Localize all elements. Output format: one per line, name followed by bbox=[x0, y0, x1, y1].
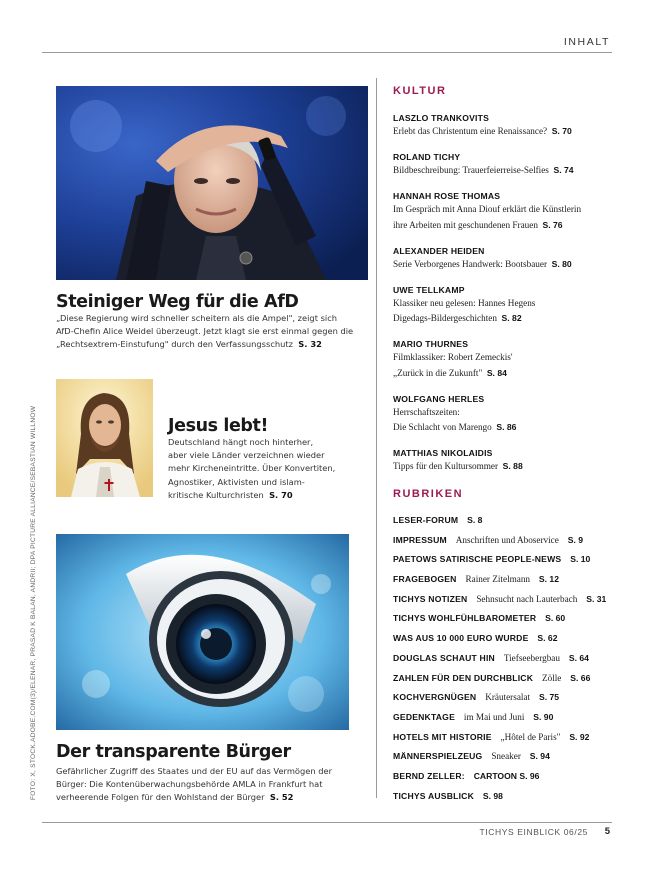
kultur-description-line: Serie Verborgenes Handwerk: Bootsbauer S. 80 bbox=[393, 258, 572, 269]
afd-teaser-line: „Diese Regierung wird schneller scheitern als die Ampel", zeigt sich bbox=[56, 313, 338, 323]
rubriken-page-ref[interactable]: S. 98 bbox=[482, 790, 503, 801]
rubriken-subtitle: Zölle bbox=[542, 672, 562, 683]
jesus-teaser-line: Agnostiker, Aktivisten und islam- bbox=[168, 476, 305, 487]
rubriken-page-ref[interactable]: S. 31 bbox=[586, 593, 607, 604]
kultur-description bbox=[393, 350, 633, 381]
kultur-description-line: „Zurück in die Zukunft" S. 84 bbox=[393, 367, 507, 378]
kultur-description bbox=[393, 405, 633, 436]
rubriken-title: LESER-FORUM bbox=[393, 515, 459, 525]
camera-headline[interactable]: Der transparente Bürger bbox=[56, 742, 291, 762]
rubriken-title: HOTELS MIT HISTORIE bbox=[393, 731, 492, 742]
camera-teaser-line: verheerende Folgen für den Wohlstand der Bürger S. 52 bbox=[56, 792, 294, 803]
page-number: 5 bbox=[604, 826, 610, 837]
kultur-page-ref[interactable]: S. 76 bbox=[542, 219, 563, 230]
kultur-description-line: Bildbeschreibung: Trauerfeierreise-Selfies S. 74 bbox=[393, 165, 574, 175]
kultur-author: ROLAND TICHY bbox=[393, 152, 461, 162]
rubriken-subtitle: Sehnsucht nach Lauterbach bbox=[476, 593, 578, 604]
kultur-author: HANNAH ROSE THOMAS bbox=[393, 191, 501, 201]
rubriken-page-ref[interactable]: S. 64 bbox=[568, 652, 589, 663]
afd-teaser bbox=[56, 312, 368, 352]
rubriken-page-ref[interactable]: S. 92 bbox=[569, 731, 590, 742]
rubriken-item[interactable] bbox=[393, 689, 638, 709]
rubriken-subtitle: im Mai und Juni bbox=[463, 711, 525, 722]
kultur-page-ref[interactable]: S. 70 bbox=[551, 126, 572, 136]
kultur-description bbox=[393, 296, 633, 327]
kultur-entry[interactable] bbox=[393, 393, 633, 436]
rubriken-title: FRAGEBOGEN bbox=[393, 574, 457, 585]
rubriken-item[interactable] bbox=[393, 630, 638, 650]
jesus-teaser-line: kritische Kulturchristen S. 70 bbox=[168, 489, 293, 500]
rubriken-list bbox=[393, 512, 638, 807]
rubriken-item[interactable] bbox=[393, 709, 638, 729]
jesus-teaser-line: Deutschland hängt noch hinterher, bbox=[168, 437, 314, 447]
camera-teaser bbox=[56, 765, 356, 805]
jesus-illustration[interactable] bbox=[56, 379, 153, 497]
rubriken-item[interactable] bbox=[393, 610, 638, 630]
rubriken-item[interactable] bbox=[393, 571, 638, 591]
rubriken-title: IMPRESSUM bbox=[393, 534, 447, 545]
kultur-entry[interactable] bbox=[393, 245, 633, 273]
rubriken-title: BERND ZELLER: bbox=[393, 770, 465, 781]
rubriken-page-ref[interactable]: S. 66 bbox=[570, 672, 591, 683]
kultur-list bbox=[393, 112, 633, 486]
kultur-page-ref[interactable]: S. 80 bbox=[551, 258, 572, 269]
afd-page-ref[interactable]: S. 32 bbox=[298, 339, 322, 350]
rubriken-item[interactable] bbox=[393, 768, 638, 788]
jesus-headline[interactable]: Jesus lebt! bbox=[168, 416, 269, 436]
rubriken-item[interactable] bbox=[393, 729, 638, 749]
rubriken-page-ref[interactable]: S. 12 bbox=[538, 574, 559, 585]
kultur-description bbox=[393, 124, 633, 140]
kultur-author: WOLFGANG HERLES bbox=[393, 393, 485, 404]
afd-photo[interactable] bbox=[56, 86, 368, 280]
kultur-description-line: Die Schlacht von Marengo S. 86 bbox=[393, 422, 517, 432]
rubriken-subtitle: Kräutersalat bbox=[485, 692, 531, 703]
rubriken-subtitle: Tiefseebergbau bbox=[503, 652, 560, 663]
rubriken-title: ZAHLEN FÜR DEN DURCHBLICK bbox=[393, 672, 534, 683]
rubriken-item[interactable] bbox=[393, 788, 638, 808]
kultur-section-title: KULTUR bbox=[393, 85, 447, 97]
kultur-entry[interactable] bbox=[393, 151, 633, 179]
rubriken-item[interactable] bbox=[393, 591, 638, 611]
jesus-page-ref[interactable]: S. 70 bbox=[269, 489, 293, 500]
rubriken-title: PAETOWS SATIRISCHE PEOPLE-NEWS bbox=[393, 554, 562, 565]
rubriken-page-ref[interactable]: S. 9 bbox=[567, 534, 584, 545]
rubriken-title: TICHYS NOTIZEN bbox=[393, 593, 468, 604]
kultur-entry[interactable] bbox=[393, 284, 633, 327]
rubriken-subtitle: Rainer Zitelmann bbox=[465, 574, 531, 585]
rubriken-page-ref[interactable]: S. 90 bbox=[533, 711, 554, 722]
rubriken-item[interactable] bbox=[393, 748, 638, 768]
jesus-teaser bbox=[168, 436, 373, 502]
rubriken-page-ref[interactable]: CARTOON S. 96 bbox=[473, 770, 540, 781]
kultur-description-line: Herrschaftszeiten: bbox=[393, 406, 460, 417]
rubriken-item[interactable] bbox=[393, 551, 638, 571]
afd-headline[interactable]: Steiniger Weg für die AfD bbox=[56, 292, 299, 312]
kultur-entry[interactable] bbox=[393, 112, 633, 140]
kultur-page-ref[interactable]: S. 84 bbox=[486, 367, 507, 378]
afd-teaser-line: AfD-Chefin Alice Weidel überzeugt. Jetzt klagt sie erst einmal gegen die bbox=[56, 326, 354, 337]
kultur-author: MARIO THURNES bbox=[393, 339, 469, 349]
camera-page-ref[interactable]: S. 52 bbox=[269, 792, 294, 803]
rubriken-item[interactable] bbox=[393, 670, 638, 690]
kultur-description bbox=[393, 459, 633, 475]
kultur-author: UWE TELLKAMP bbox=[393, 284, 465, 295]
kultur-description-line: Klassiker neu gelesen: Hannes Hegens bbox=[393, 297, 536, 308]
rubriken-title: KOCHVERGNÜGEN bbox=[393, 692, 477, 703]
kultur-author: LASZLO TRANKOVITS bbox=[393, 113, 490, 123]
kultur-description bbox=[393, 163, 633, 179]
rubriken-item[interactable] bbox=[393, 512, 638, 532]
rubriken-page-ref[interactable]: S. 62 bbox=[537, 633, 558, 644]
camera-teaser-line: Bürger: Die Kontenüberwachungsbehörde AMLA in Frankfurt hat bbox=[56, 779, 323, 790]
rubriken-title: GEDENKTAGE bbox=[393, 711, 456, 722]
rubriken-subtitle: „Hôtel de Paris" bbox=[500, 731, 561, 742]
rubriken-title: MÄNNERSPIELZEUG bbox=[393, 751, 483, 762]
rubriken-title: DOUGLAS SCHAUT HIN bbox=[393, 652, 495, 663]
kultur-entry[interactable] bbox=[393, 190, 633, 233]
kultur-page-ref[interactable]: S. 86 bbox=[496, 422, 517, 432]
column-divider bbox=[376, 78, 377, 798]
magazine-issue: TICHYS EINBLICK 06/25 bbox=[479, 827, 588, 837]
camera-teaser-line: Gefährlicher Zugriff des Staates und der EU auf das Vermögen der bbox=[56, 766, 333, 776]
kultur-description-line: Im Gespräch mit Anna Diouf erklärt die Künstlerin bbox=[393, 204, 582, 214]
section-label: INHALT bbox=[563, 36, 610, 48]
photo-credit: FOTO: X, STOCK.ADOBE.COM(3)/ELENAR, PRASAD K BALAN, ANDRII; DPA PICTURE ALLIANCE/SEBASTIAN WILLNOW bbox=[30, 405, 37, 800]
rubriken-title: WAS AUS 10 000 EURO WURDE bbox=[393, 633, 529, 644]
footer-divider bbox=[42, 822, 612, 823]
kultur-page-ref[interactable]: S. 82 bbox=[501, 313, 522, 323]
rubriken-title: TICHYS WOHLFÜHLBAROMETER bbox=[393, 613, 537, 624]
kultur-description-line: Digedags-Bildergeschichten S. 82 bbox=[393, 313, 522, 323]
kultur-description-line: Tipps für den Kultursommer S. 88 bbox=[393, 461, 523, 471]
rubriken-page-ref[interactable]: S. 10 bbox=[570, 554, 591, 565]
kultur-description-line: ihre Arbeiten mit geschundenen Frauen S. 76 bbox=[393, 219, 563, 230]
kultur-page-ref[interactable]: S. 74 bbox=[553, 165, 574, 175]
rubriken-item[interactable] bbox=[393, 532, 638, 552]
kultur-author: ALEXANDER HEIDEN bbox=[393, 245, 485, 256]
rubriken-page-ref[interactable]: S. 94 bbox=[529, 751, 550, 762]
rubriken-page-ref[interactable]: S. 60 bbox=[545, 613, 566, 624]
kultur-entry[interactable] bbox=[393, 447, 633, 475]
rubriken-page-ref[interactable]: S. 75 bbox=[538, 692, 560, 703]
kultur-description-line: Filmklassiker: Robert Zemeckis' bbox=[393, 352, 513, 362]
kultur-description bbox=[393, 202, 633, 233]
surveillance-camera-photo[interactable] bbox=[56, 534, 349, 730]
kultur-description-line: Erlebt das Christentum eine Renaissance? S. 70 bbox=[393, 126, 572, 136]
afd-teaser-line: „Rechtsextrem-Einstufung" durch den Verfassungsschutz S. 32 bbox=[56, 339, 322, 350]
rubriken-subtitle: Sneaker bbox=[491, 751, 521, 762]
rubriken-subtitle: Anschriften und Aboservice bbox=[455, 534, 559, 545]
jesus-teaser-line: mehr Kircheneintritte. Über Konvertiten, bbox=[168, 463, 336, 474]
rubriken-page-ref[interactable]: S. 8 bbox=[467, 515, 483, 525]
jesus-teaser-line: aber viele Länder verzeichnen wieder bbox=[168, 450, 325, 461]
rubriken-section-title: RUBRIKEN bbox=[393, 488, 464, 500]
kultur-author: MATTHIAS NIKOLAIDIS bbox=[393, 448, 493, 458]
rubriken-item[interactable] bbox=[393, 650, 638, 670]
kultur-page-ref[interactable]: S. 88 bbox=[502, 461, 523, 471]
kultur-entry[interactable] bbox=[393, 338, 633, 381]
rubriken-title: TICHYS AUSBLICK bbox=[393, 790, 474, 801]
header-divider bbox=[42, 52, 612, 53]
kultur-description bbox=[393, 257, 633, 273]
